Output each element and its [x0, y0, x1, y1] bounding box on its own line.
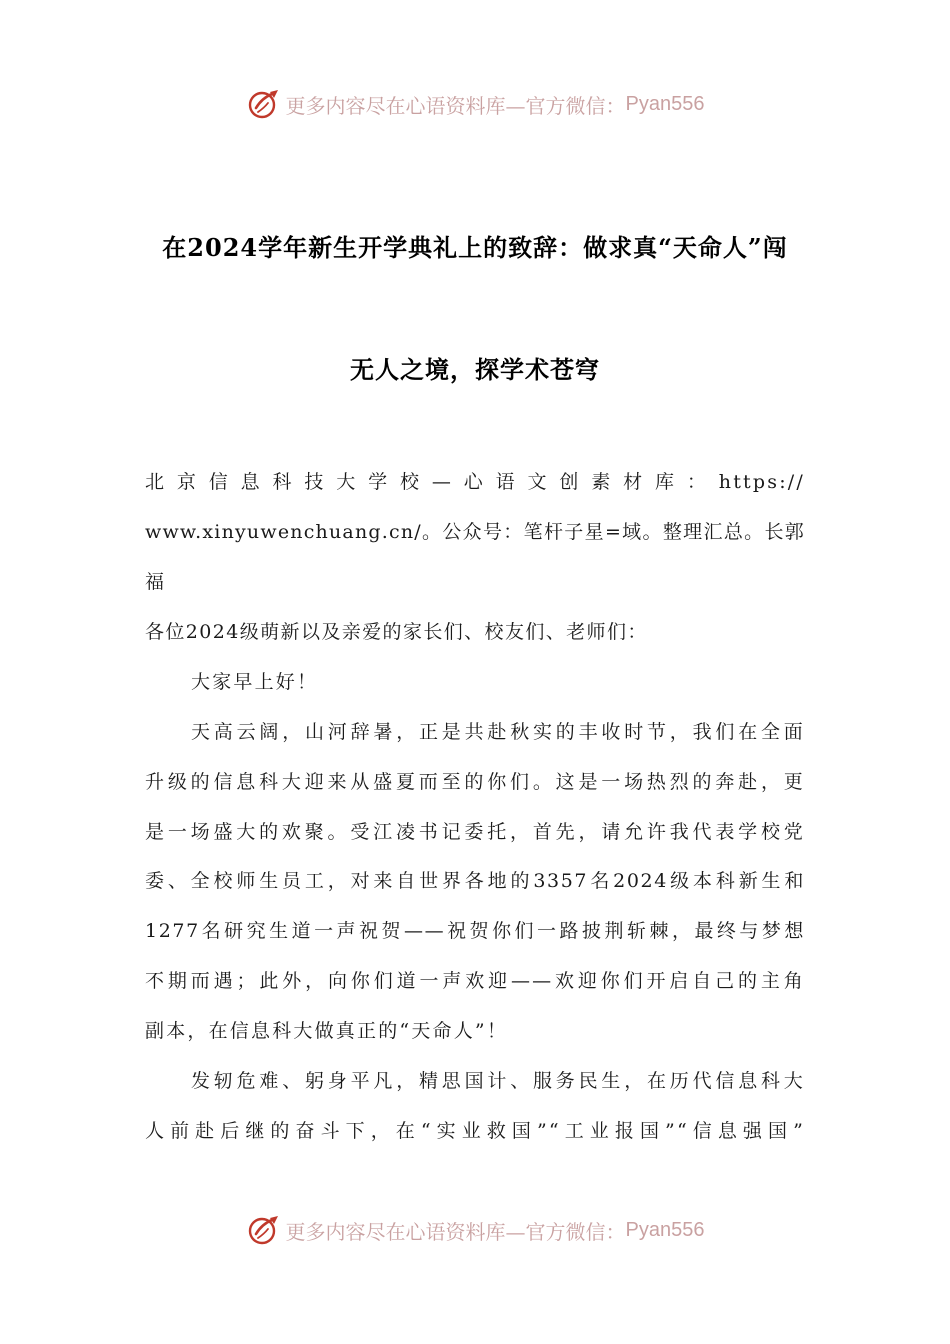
source-line-2: www.xinyuwenchuang.cn/。公众号：笔杆子星=域。整理汇总。长郭: [145, 521, 805, 543]
paragraph-1-line-5: 1277名研究生道一声祝贺——祝贺你们一路披荆斩棘，最终与梦想: [145, 920, 805, 942]
watermark-wechat-id: Pyan556: [625, 1218, 705, 1241]
paragraph-1-line-3: 是一场盛大的欢聚。受江凌书记委托，首先，请允许我代表学校党: [145, 821, 805, 843]
watermark-wechat-id: Pyan556: [625, 92, 705, 115]
pen-logo-icon: [246, 1212, 282, 1248]
paragraph-1-line-6: 不期而遇；此外，向你们道一声欢迎——欢迎你们开启自己的主角: [145, 970, 805, 992]
document-title-line-2: 无人之境，探学术苍穹: [350, 355, 600, 384]
paragraph-2-line-1: 发轫危难、躬身平凡，精思国计、服务民生，在历代信息科大: [191, 1070, 805, 1092]
greeting: 大家早上好！: [191, 671, 319, 693]
salutation: 各位2024级萌新以及亲爱的家长们、校友们、老师们：: [145, 621, 648, 643]
paragraph-1-line-4: 委、全校师生员工，对来自世界各地的3357名2024级本科新生和: [145, 870, 805, 892]
watermark-text: 更多内容尽在心语资料库—官方微信：: [285, 93, 626, 118]
watermark-text: 更多内容尽在心语资料库—官方微信：: [285, 1219, 626, 1244]
paragraph-1-line-2: 升级的信息科大迎来从盛夏而至的你们。这是一场热烈的奔赴，更: [145, 771, 805, 793]
watermark-banner-top: [0, 82, 950, 126]
watermark-banner-bottom: [0, 1208, 950, 1252]
document-title-line-1: 在2024学年新生开学典礼上的致辞：做求真“天命人”闯: [162, 233, 788, 262]
paragraph-2-line-2: 人前赴后继的奋斗下，在“实业救国”“工业报国”“信息强国”: [145, 1120, 805, 1142]
paragraph-1-line-7: 副本，在信息科大做真正的“天命人”！: [145, 1020, 509, 1042]
paragraph-1-line-1: 天高云阔，山河辞暑，正是共赴秋实的丰收时节，我们在全面: [191, 721, 805, 743]
pen-logo-icon: [246, 86, 282, 122]
source-line-1: 北京信息科技大学校—心语文创素材库：https://: [145, 471, 805, 493]
source-line-3: 福: [145, 571, 167, 593]
